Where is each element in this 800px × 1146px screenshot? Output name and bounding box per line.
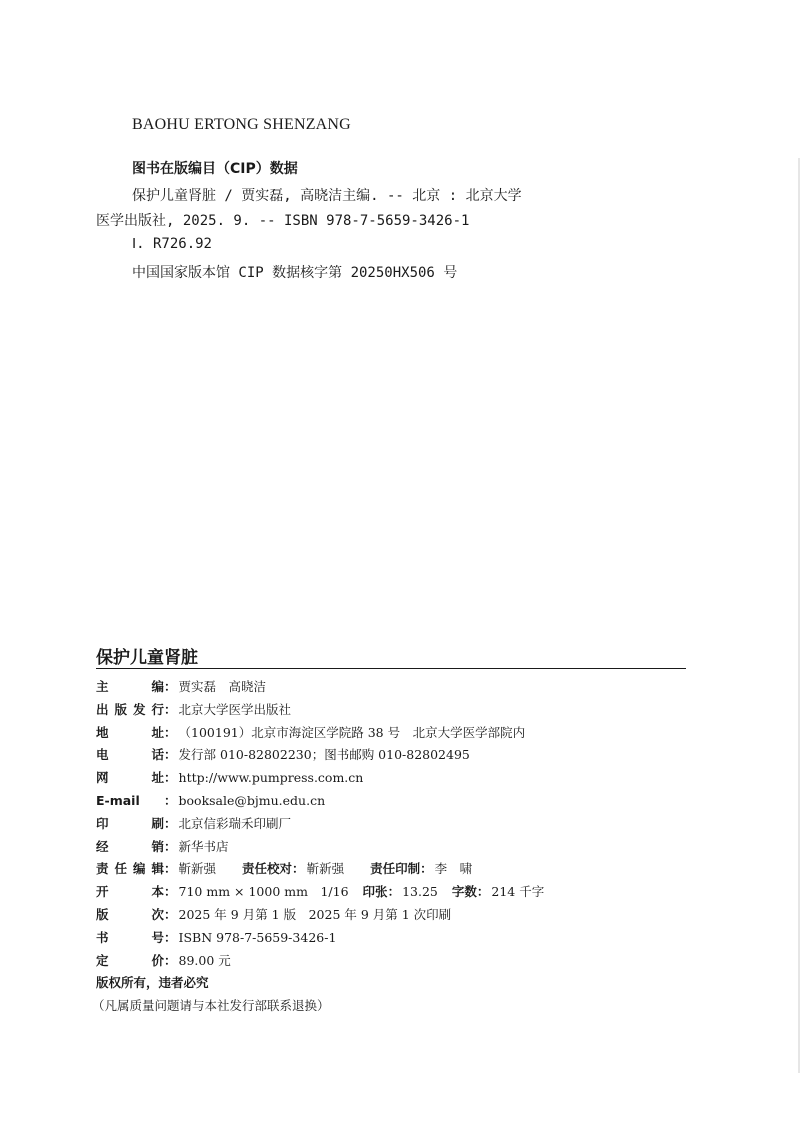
cip-line-2: 医学出版社, 2025. 9. -- ISBN 978-7-5659-3426-1: [96, 213, 470, 229]
info-row-address: 地址 ： （100191）北京市海淀区学院路 38 号 北京大学医学部院内: [96, 722, 696, 745]
email-label: E-mail: [96, 792, 140, 808]
resp-editor-label: 责任编辑: [96, 861, 164, 877]
return-notice: （凡属质量问题请与本社发行部联系退换）: [92, 998, 330, 1014]
editor-value: 贾实磊 高晓洁: [178, 679, 267, 694]
address-label: 地址: [96, 724, 164, 740]
pinyin-title: BAOHU ERTONG SHENZANG: [132, 116, 351, 133]
words-label: 字数: [451, 884, 477, 900]
format-value: 710 mm × 1000 mm 1/16: [178, 884, 349, 900]
website-value: http://www.pumpress.com.cn: [178, 770, 364, 786]
publisher-value: 北京大学医学出版社: [178, 701, 292, 717]
phone-value: 发行部 010-82802230；图书邮购 010-82802495: [178, 747, 470, 763]
info-row-printer: 印刷 ： 北京信彩瑞禾印刷厂: [96, 813, 696, 836]
printer-value: 北京信彩瑞禾印刷厂: [178, 815, 292, 831]
info-row-format: 开本 ： 710 mm × 1000 mm 1/16 印张 ： 13.25 字数 ： 214 千字: [96, 881, 696, 904]
publisher-label: 出版发行: [96, 701, 164, 717]
resp-proof-label: 责任校对: [242, 861, 293, 877]
title-divider: [96, 668, 686, 669]
email-value: booksale@bjmu.edu.cn: [178, 792, 326, 808]
website-label: 网址: [96, 770, 164, 786]
info-row-distributor: 经销 ： 新华书店: [96, 836, 696, 859]
rights-statement: 版权所有，违者必究: [96, 975, 209, 991]
info-row-email: E-mail ： booksale@bjmu.edu.cn: [96, 790, 696, 813]
info-row-website: 网址 ： http://www.pumpress.com.cn: [96, 767, 696, 790]
resp-editor-value: 靳新强: [178, 861, 217, 877]
editor-label: 主编: [96, 679, 164, 694]
cip-line-4: 中国国家版本馆 CIP 数据核字第 20250HX506 号: [132, 265, 458, 281]
distributor-label: 经销: [96, 838, 164, 854]
info-row-isbn: 书号 ： ISBN 978-7-5659-3426-1: [96, 927, 696, 950]
edition-value: 2025 年 9 月第 1 版 2025 年 9 月第 1 次印刷: [178, 906, 452, 922]
edition-label: 版次: [96, 906, 164, 922]
cip-heading: 图书在版编目（CIP）数据: [132, 161, 298, 177]
sheets-label: 印张: [362, 884, 388, 900]
isbn-value: ISBN 978-7-5659-3426-1: [178, 929, 337, 945]
cip-line-3: Ⅰ. R726.92: [132, 236, 212, 252]
price-label: 定价: [96, 952, 164, 968]
price-value: 89.00 元: [178, 952, 231, 968]
info-row-rights: [96, 972, 696, 995]
book-title: 保护儿童肾脏: [96, 648, 198, 668]
sheets-value: 13.25: [402, 884, 438, 900]
distributor-value: 新华书店: [178, 838, 229, 854]
resp-proof-value: 靳新强: [306, 861, 345, 877]
words-value: 214 千字: [491, 884, 545, 900]
info-row-edition: 版次 ： 2025 年 9 月第 1 版 2025 年 9 月第 1 次印刷: [96, 904, 696, 927]
printer-label: 印刷: [96, 815, 164, 831]
isbn-label: 书号: [96, 929, 164, 945]
info-row-publisher: 出版发行 ： 北京大学医学出版社: [96, 699, 696, 722]
phone-label: 电话: [96, 747, 164, 763]
info-row-editor: 主编 ： 贾实磊 高晓洁: [96, 676, 696, 699]
info-row-price: 定价 ： 89.00 元: [96, 950, 696, 973]
copyright-info: [92, 676, 696, 1018]
format-label: 开本: [96, 884, 164, 900]
resp-print-value: 李 啸: [434, 861, 473, 877]
address-value: （100191）北京市海淀区学院路 38 号 北京大学医学部院内: [178, 724, 526, 740]
cip-line-1: 保护儿童肾脏 / 贾实磊, 高晓洁主编. -- 北京 : 北京大学: [132, 188, 522, 204]
info-row-responsibility: 责任编辑 ： 靳新强 责任校对 ： 靳新强 责任印制 ： 李 啸: [96, 858, 696, 881]
info-row-phone: 电话 ： 发行部 010-82802230；图书邮购 010-82802495: [96, 744, 696, 767]
resp-print-label: 责任印制: [370, 861, 421, 877]
info-row-notice: [92, 995, 696, 1018]
